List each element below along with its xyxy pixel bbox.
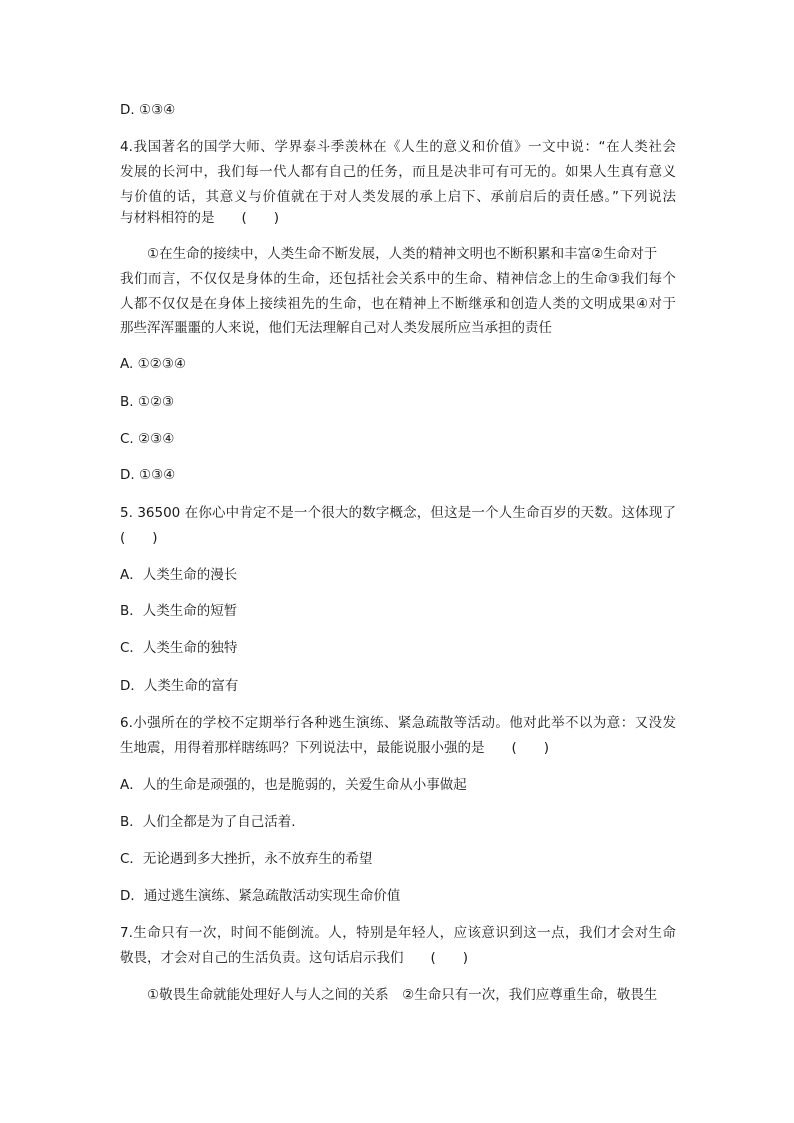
q4-statements-line-2: 我们而言，不仅仅是身体的生命，还包括社会关系中的生命、精神信念上的生命③我们每个	[120, 271, 676, 287]
q6-stem-line-1: 6.小强所在的学校不定期举行各种逃生演练、紧急疏散等活动。他对此举不以为意：又没发	[120, 715, 676, 731]
q4-stem-line-1: 4.我国著名的国学大师、学界泰斗季羡林在《人生的意义和价值》一文中说：“在人类社会	[120, 139, 676, 155]
q5-option-b: B．人类生命的短暂	[120, 603, 238, 619]
q3-option-d: D. ①③④	[120, 102, 176, 118]
q4-option-d: D. ①③④	[120, 467, 176, 483]
q6-option-c: C．无论遇到多大挫折，永不放弃生的希望	[120, 851, 373, 867]
q4-stem-line-3: 与价值的话，其意义与价值就在于对人类发展的承上启下、承前启后的责任感。”下列说法	[120, 189, 676, 205]
q7-statements-line-1: ①敬畏生命就能处理好人与人之间的关系 ②生命只有一次，我们应尊重生命，敬畏生	[147, 987, 658, 1003]
q6-option-a: A．人的生命是顽强的，也是脆弱的，关爱生命从小事做起	[120, 777, 467, 793]
q4-stem-line-4: 与材料相符的是 ( )	[120, 210, 280, 226]
q4-statements-line-4: 那些浑浑噩噩的人来说，他们无法理解自己对人类发展所应当承担的责任	[120, 320, 552, 336]
q5-option-a: A．人类生命的漫长	[120, 567, 238, 583]
q4-stem-line-2: 发展的长河中，我们每一代人都有自己的任务，而且是决非可有可无的。如果人生真有意义	[120, 164, 676, 180]
q5-option-c: C．人类生命的独特	[120, 640, 238, 656]
q6-option-d: D．通过逃生演练、紧急疏散活动实现生命价值	[120, 888, 401, 904]
q7-stem-line-2: 敬畏，才会对自己的生活负责。这句话启示我们 ( )	[120, 950, 469, 966]
q5-stem-line-2: ( )	[120, 530, 158, 546]
q6-stem-line-2: 生地震，用得着那样瞎练吗？下列说法中，最能说服小强的是 ( )	[120, 740, 550, 756]
q5-option-d: D．人类生命的富有	[120, 678, 239, 694]
q6-option-b: B．人们全都是为了自己活着.	[120, 814, 296, 830]
q4-statements-line-3: 人都不仅仅是在身体上接续祖先的生命，也在精神上不断继承和创造人类的文明成果④对于	[120, 296, 676, 312]
q4-statements-line-1: ①在生命的接续中，人类生命不断发展，人类的精神文明也不断积累和丰富②生命对于	[147, 246, 658, 262]
q7-stem-line-1: 7.生命只有一次，时间不能倒流。人，特别是年轻人，应该意识到这一点，我们才会对生命	[120, 925, 676, 941]
q4-option-b: B. ①②③	[120, 394, 175, 410]
q4-option-a: A. ①②③④	[120, 356, 186, 372]
q5-stem-line-1: 5. 36500 在你心中肯定不是一个很大的数字概念，但这是一个人生命百岁的天数。这体现了	[120, 505, 676, 521]
q4-option-c: C. ②③④	[120, 431, 175, 447]
